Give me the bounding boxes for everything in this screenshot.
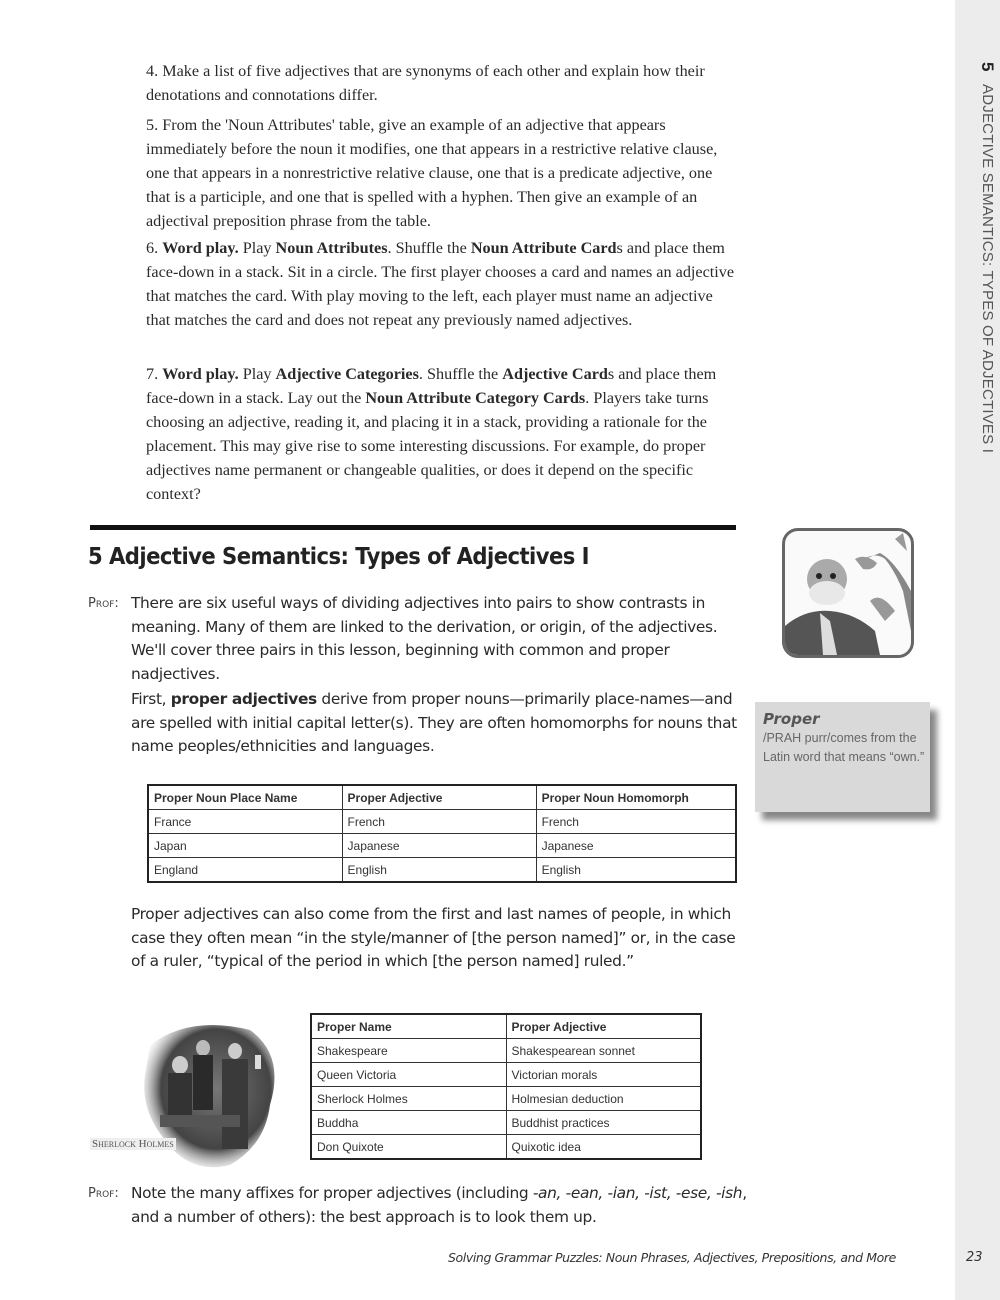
exercise-6	[146, 236, 736, 332]
table-cell: Quixotic idea	[506, 1135, 701, 1160]
table-header-row	[148, 785, 736, 810]
table-cell: Sherlock Holmes	[311, 1087, 506, 1111]
table-row	[148, 810, 736, 834]
sherlock-holmes-image	[90, 1015, 290, 1175]
table-row	[311, 1039, 701, 1063]
table-cell: France	[148, 810, 342, 834]
chapter-title: ADJECTIVE SEMANTICS: TYPES OF ADJECTIVES I	[979, 84, 996, 454]
section-divider	[90, 525, 736, 530]
column-header: Proper Noun Place Name	[148, 785, 342, 810]
professor-illustration	[782, 528, 914, 658]
table-cell: Victorian morals	[506, 1063, 701, 1087]
table-row	[148, 834, 736, 858]
column-header: Proper Name	[311, 1014, 506, 1039]
professor-image	[785, 531, 911, 655]
table-row	[311, 1111, 701, 1135]
column-header: Proper Adjective	[342, 785, 536, 810]
table-cell: Buddha	[311, 1111, 506, 1135]
table-cell: French	[536, 810, 736, 834]
table-cell: Shakespearean sonnet	[506, 1039, 701, 1063]
column-header: Proper Adjective	[506, 1014, 701, 1039]
vocabulary-callout	[755, 702, 930, 812]
exercise-5	[146, 113, 736, 233]
table-cell: Buddhist practices	[506, 1111, 701, 1135]
prof-label: Prof:	[88, 1186, 119, 1201]
term-proper-adjectives: proper adjectives	[170, 690, 317, 708]
table-cell: Japanese	[342, 834, 536, 858]
sherlock-holmes-illustration	[90, 1015, 290, 1175]
illustration-caption: Sherlock Holmes	[92, 1138, 174, 1150]
footer-book-title: Solving Grammar Puzzles: Noun Phrases, Adjectives, Prepositions, and More	[448, 1250, 896, 1265]
table-cell: England	[148, 858, 342, 883]
table-cell: English	[536, 858, 736, 883]
prof-label: Prof:	[88, 596, 119, 611]
prof-closing	[88, 1182, 748, 1229]
table-row	[311, 1063, 701, 1087]
section-heading: 5 Adjective Semantics: Types of Adjectives I	[88, 544, 589, 570]
chapter-number: 5	[978, 62, 997, 72]
callout-word: Proper	[763, 710, 820, 728]
table-cell: Holmesian deduction	[506, 1087, 701, 1111]
table-row	[311, 1135, 701, 1160]
callout-definition: /PRAH purr/comes from the Latin word that means “own.”	[763, 731, 925, 764]
table-cell: French	[342, 810, 536, 834]
table-row	[311, 1087, 701, 1111]
page-number: 23	[966, 1250, 983, 1265]
exercise-text: 4. Make a list of five adjectives that are synonyms of each other and explain how their denotations and connotations differ.	[146, 62, 705, 104]
exercise-text: 6. Word play. Play Noun Attributes. Shuffle the Noun Attribute Cards and place them face-down in a stack. Sit in a circle. The first player chooses a card and names an adjective that matches the card. With play moving to the left, each player must name an adjective that matches the card and does not repeat any previously named adjectives.	[146, 239, 735, 329]
person-names-paragraph: Proper adjectives can also come from the first and last names of people, in which case they often mean “in the style/manner of [the person named]” or, in the case of a ruler, “typical of the period in which [the person named] ruled.”	[131, 905, 736, 970]
table-cell: English	[342, 858, 536, 883]
person-names-table	[310, 1013, 702, 1160]
exercise-text: 5. From the 'Noun Attributes' table, give an example of an adjective that appears immediately before the noun it modifies, one that appears in a restrictive relative clause, one that appears in a nonrestrictive relative clause, one that is a predicate adjective, one that is a participle, and one that is spelled with a hyphen. Then give an example of an adjectival preposition phrase from the table.	[146, 116, 718, 230]
table-row	[148, 858, 736, 883]
table-header-row	[311, 1014, 701, 1039]
exercise-7	[146, 362, 736, 506]
prof-intro	[88, 592, 748, 686]
proper-adjectives-paragraph: First, proper adjectives derive from proper nouns—primarily place-names—and are spelled with initial capital letter(s). They are often homomorphs for nouns that name peoples/ethnicities and languages.	[131, 690, 737, 755]
exercise-4	[146, 59, 736, 107]
chapter-sidebar-label	[957, 62, 997, 482]
place-names-table	[147, 784, 737, 883]
table-cell: Queen Victoria	[311, 1063, 506, 1087]
exercise-text: 7. Word play. Play Adjective Categories. Shuffle the Adjective Cards and place them face-down in a stack. Lay out the Noun Attribute Category Cards. Players take turns choosing an adjective, reading it, and placing it in a stack, providing a rationale for the placement. This may give rise to some interesting discussions. For example, do proper adjectives name permanent or changeable qualities, or does it depend on the specific context?	[146, 365, 717, 503]
table-cell: Shakespeare	[311, 1039, 506, 1063]
table-cell: Japanese	[536, 834, 736, 858]
prof-closing-text: Note the many affixes for proper adjectives (including -an, -ean, -ian, -ist, -ese, -ish, and a number of others): the best approach is to look them up.	[131, 1184, 747, 1226]
prof-intro-text: There are six useful ways of dividing adjectives into pairs to show contrasts in meaning. Many of them are linked to the derivation, or origin, of the adjectives. We'll cover three pairs in this lesson, beginning with common and proper nadjectives.	[131, 594, 718, 683]
table-cell: Japan	[148, 834, 342, 858]
column-header: Proper Noun Homomorph	[536, 785, 736, 810]
table-cell: Don Quixote	[311, 1135, 506, 1160]
